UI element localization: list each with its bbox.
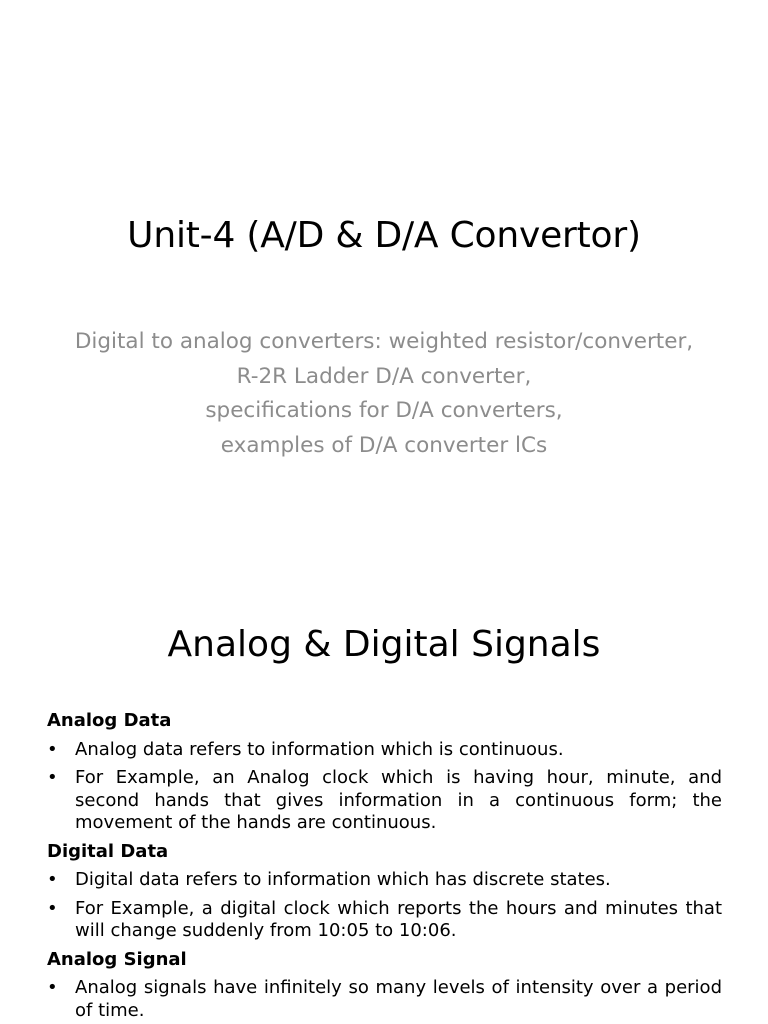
subtitle-line: specifications for D/A converters,: [205, 398, 563, 424]
bullet-item: [47, 898, 722, 943]
bullet-text: For Example, an Analog clock which is having hour, minute, and second hands that gives information in a continuous form; the movement of the hands are continuous.: [75, 767, 722, 833]
slide-title: Analog & Digital Signals: [167, 624, 601, 665]
bullet-dot: •: [47, 977, 58, 998]
bullet-text: Analog data refers to information which is continuous.: [75, 738, 564, 760]
bullet-text: Analog signals have infinitely so many levels of intensity over a period of time.: [75, 977, 722, 1021]
section-heading: Analog Data: [47, 710, 172, 731]
bullet-item: [47, 767, 722, 835]
section-heading: Analog Signal: [47, 948, 187, 970]
bullet-item: [47, 739, 722, 762]
subtitle-line: R-2R Ladder D/A converter,: [236, 363, 532, 389]
slide-content: [47, 710, 722, 1024]
bullet-item: [47, 977, 722, 1022]
subtitle-line: examples of D/A converter lCs: [220, 432, 548, 458]
bullet-dot: •: [47, 897, 58, 919]
slide-2: [0, 576, 768, 1024]
subtitle-line: Digital to analog converters: weighted resistor/converter,: [74, 329, 694, 354]
slide-title: Unit-4 (A/D & D/A Convertor): [127, 215, 641, 256]
bullet-text: For Example, a digital clock which reports the hours and minutes that will change suddenly from 10:05 to 10:06.: [75, 897, 722, 941]
bullet-dot: •: [47, 869, 58, 890]
slide-subtitle: [0, 325, 768, 463]
bullet-dot: •: [47, 767, 58, 788]
section-heading: Digital Data: [47, 840, 169, 862]
bullet-dot: •: [47, 738, 58, 760]
bullet-text: Digital data refers to information which has discrete states.: [75, 869, 611, 890]
bullet-item: [47, 869, 722, 892]
